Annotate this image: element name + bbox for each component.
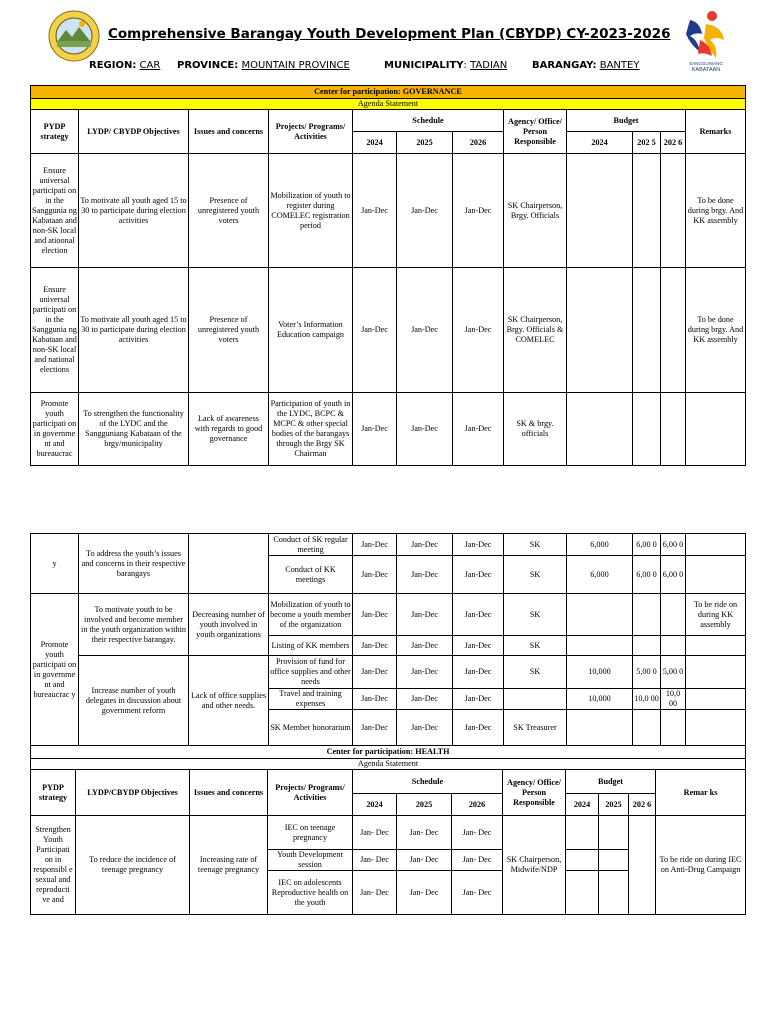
col-projects-header: Projects/ Programs/ Activities: [268, 770, 353, 816]
budget-2026-header: 202 6: [661, 132, 686, 154]
budget-cell: [633, 594, 661, 636]
schedule-cell: Jan- Dec: [353, 816, 397, 850]
schedule-cell: Jan-Dec: [353, 594, 397, 636]
remarks-cell: [686, 534, 746, 556]
center-health-label: Center for participation: HEALTH: [31, 746, 746, 759]
agenda-statement-label: Agenda Statement: [31, 99, 746, 110]
remarks-cell: To be done during brgy. And KK assembly: [686, 268, 746, 393]
agency-cell: SK & brgy. officials: [504, 393, 567, 466]
budget-cell: [629, 816, 656, 915]
remarks-cell: To be done during brgy. And KK assembly: [686, 154, 746, 268]
table-row: [31, 594, 746, 636]
project-cell: Voter’s Information Education campaign: [269, 268, 353, 393]
project-cell: Provision of fund for office supplies and other needs: [269, 656, 353, 689]
table-row: [31, 393, 746, 466]
budget-cell: [661, 268, 686, 393]
schedule-cell: Jan-Dec: [397, 534, 453, 556]
agency-cell: SK Chairperson, Brgy. Officials & COMELEC: [504, 268, 567, 393]
schedule-cell: Jan-Dec: [397, 710, 453, 746]
col-agency-header: Agency/ Office/ Person Responsible: [504, 110, 567, 154]
schedule-cell: Jan-Dec: [353, 656, 397, 689]
table-row: [31, 268, 746, 393]
table-row: [31, 534, 746, 556]
schedule-cell: Jan-Dec: [397, 393, 453, 466]
col-agency-header: Agency/ Office/ Person Responsible: [503, 770, 566, 816]
project-cell: IEC on teenage pregnancy: [268, 816, 353, 850]
col-remarks-header: Remar ks: [656, 770, 746, 816]
agency-cell: SK: [504, 594, 567, 636]
issues-cell: Decreasing number of youth involved in youth organizations: [189, 594, 269, 656]
project-cell: Participation of youth in the LYDC, BCPC & MCPC & other special bodies of the barangays through the Brgy SK Chairman: [269, 393, 353, 466]
schedule-cell: Jan-Dec: [397, 594, 453, 636]
agency-cell: SK: [504, 656, 567, 689]
budget-cell: [567, 393, 633, 466]
issues-cell: Lack of office supplies and other needs.: [189, 656, 269, 746]
schedule-cell: Jan-Dec: [397, 689, 453, 710]
col-pydp-header: PYDP strategy: [31, 110, 79, 154]
schedule-cell: Jan-Dec: [397, 556, 453, 594]
table-row: [31, 154, 746, 268]
col-budget-header: Budget: [566, 770, 656, 794]
remarks-cell: [686, 689, 746, 710]
schedule-cell: Jan-Dec: [353, 393, 397, 466]
schedule-2024-header: 2024: [353, 132, 397, 154]
schedule-cell: Jan-Dec: [453, 689, 504, 710]
lydp-cell: To reduce the incidence of teenage pregnancy: [76, 816, 190, 915]
col-lydp-header: LYDP/ CBYDP Objectives: [79, 110, 189, 154]
schedule-cell: Jan- Dec: [452, 871, 503, 915]
table-row: [31, 816, 746, 850]
project-cell: Youth Development session: [268, 850, 353, 871]
budget-cell: [567, 594, 633, 636]
project-cell: Conduct of SK regular meeting: [269, 534, 353, 556]
schedule-cell: Jan-Dec: [353, 534, 397, 556]
schedule-cell: Jan-Dec: [353, 268, 397, 393]
lydp-cell: To motivate all youth aged 15 to 30 to participate during election activities: [79, 268, 189, 393]
budget-cell: 10,000: [567, 656, 633, 689]
schedule-cell: Jan- Dec: [397, 871, 452, 915]
pydp-cell: Strengthen Youth Participati on in responsibl e sexual and reproducti ve and: [31, 816, 76, 915]
schedule-cell: Jan-Dec: [397, 268, 453, 393]
schedule-cell: Jan-Dec: [453, 556, 504, 594]
budget-cell: [566, 871, 599, 915]
project-cell: Mobilization of youth to become a youth member of the organization: [269, 594, 353, 636]
budget-cell: 6,00 0: [633, 534, 661, 556]
project-cell: Listing of KK members: [269, 636, 353, 656]
issues-cell: Presence of unregistered youth voters: [189, 154, 269, 268]
schedule-2026-header: 2026: [452, 794, 503, 816]
center-governance-label: Center for participation: GOVERNANCE: [31, 86, 746, 99]
sangguniang-kabataan-logo-icon: [682, 10, 730, 72]
schedule-2025-header: 2025: [397, 794, 452, 816]
col-schedule-header: Schedule: [353, 770, 503, 794]
page-title: Comprehensive Barangay Youth Development Plan (CBYDP) CY-2023-2026: [108, 26, 671, 42]
project-cell: Mobilization of youth to register during COMELEC registration period: [269, 154, 353, 268]
budget-cell: 6,00 0: [633, 556, 661, 594]
col-pydp-header: PYDP strategy: [31, 770, 76, 816]
budget-cell: 10,0 00: [661, 689, 686, 710]
lydp-cell: Increase number of youth delegates in discussion about government reform: [79, 656, 189, 746]
budget-2025-header: 2025: [599, 794, 629, 816]
project-cell: SK Member honorarium: [269, 710, 353, 746]
budget-cell: [633, 268, 661, 393]
budget-2024-header: 2024: [567, 132, 633, 154]
region-field: REGION: CAR: [89, 60, 161, 71]
budget-cell: [567, 710, 633, 746]
agency-cell: SK: [504, 534, 567, 556]
schedule-cell: Jan-Dec: [397, 656, 453, 689]
col-remarks-header: Remarks: [686, 110, 746, 154]
governance-table: [30, 85, 746, 466]
budget-cell: [567, 636, 633, 656]
barangay-field: BARANGAY: BANTEY: [532, 60, 640, 71]
schedule-cell: Jan-Dec: [353, 710, 397, 746]
pydp-cell: Promote youth participati on in governme nt and bureaucrac: [31, 393, 79, 466]
issues-cell: Presence of unregistered youth voters: [189, 268, 269, 393]
svg-text:SANGGUNIANG: SANGGUNIANG: [689, 61, 723, 66]
schedule-cell: Jan-Dec: [353, 556, 397, 594]
issues-cell: Increasing rate of teenage pregnancy: [190, 816, 268, 915]
budget-cell: [566, 816, 599, 850]
schedule-cell: Jan-Dec: [397, 636, 453, 656]
budget-cell: [566, 850, 599, 871]
remarks-cell: [686, 393, 746, 466]
budget-cell: [661, 636, 686, 656]
table-row: [31, 656, 746, 689]
budget-cell: [633, 710, 661, 746]
budget-cell: 6,000: [567, 534, 633, 556]
budget-cell: [567, 268, 633, 393]
schedule-cell: Jan-Dec: [353, 689, 397, 710]
col-issues-header: Issues and concerns: [190, 770, 268, 816]
schedule-cell: Jan- Dec: [353, 871, 397, 915]
lydp-cell: To strengthen the functionality of the LYDC and the Sangguniang Kabataan of the brgy/municipality: [79, 393, 189, 466]
agenda-statement-label: Agenda Statement: [31, 759, 746, 770]
schedule-cell: Jan-Dec: [453, 594, 504, 636]
remarks-cell: To be ride on during IEC on Anti-Drug Campaign: [656, 816, 746, 915]
budget-cell: 10,0 00: [633, 689, 661, 710]
health-table: [30, 745, 746, 915]
schedule-cell: Jan-Dec: [453, 534, 504, 556]
col-projects-header: Projects/ Programs/ Activities: [269, 110, 353, 154]
schedule-cell: Jan-Dec: [353, 154, 397, 268]
agency-cell: SK Chairperson, Brgy. Officials: [504, 154, 567, 268]
agency-cell: SK Treasurer: [504, 710, 567, 746]
schedule-cell: Jan-Dec: [353, 636, 397, 656]
schedule-cell: Jan- Dec: [397, 850, 452, 871]
remarks-cell: [686, 556, 746, 594]
budget-2026-header: 202 6: [629, 794, 656, 816]
col-budget-header: Budget: [567, 110, 686, 132]
remarks-cell: [686, 710, 746, 746]
barangay-seal-icon: [48, 10, 100, 62]
issues-cell: Lack of awareness with regards to good governance: [189, 393, 269, 466]
remarks-cell: To be ride on during KK assembly: [686, 594, 746, 636]
schedule-cell: Jan-Dec: [453, 268, 504, 393]
budget-cell: 10,000: [567, 689, 633, 710]
lydp-cell: To address the youth’s issues and concerns in their respective barangays: [79, 534, 189, 594]
svg-text:KABATAAN: KABATAAN: [691, 67, 721, 72]
province-field: PROVINCE: MOUNTAIN PROVINCE: [177, 60, 350, 71]
schedule-cell: Jan-Dec: [453, 393, 504, 466]
budget-cell: [661, 393, 686, 466]
pydp-cell: y: [31, 534, 79, 594]
project-cell: IEC on adolescents Reproductive health on the youth: [268, 871, 353, 915]
agency-cell: SK: [504, 556, 567, 594]
pydp-cell: Ensure universal participati on in the Sangguniа ng Kabataan and non-SK local and national elections: [31, 268, 79, 393]
governance-continuation-table: [30, 533, 746, 746]
schedule-cell: Jan-Dec: [453, 154, 504, 268]
lydp-cell: To motivate all youth aged 15 to 30 to participate during election activities: [79, 154, 189, 268]
schedule-cell: Jan-Dec: [397, 154, 453, 268]
schedule-2024-header: 2024: [353, 794, 397, 816]
schedule-cell: Jan-Dec: [453, 710, 504, 746]
col-lydp-header: LYDP/CBYDP Objectives: [76, 770, 190, 816]
municipality-field: MUNICIPALITY: TADIAN: [384, 60, 508, 71]
budget-cell: 6,00 0: [661, 556, 686, 594]
schedule-cell: Jan- Dec: [452, 816, 503, 850]
agency-cell: [504, 689, 567, 710]
lydp-cell: To motivate youth to be involved and become member in the youth organization within their respective barangay.: [79, 594, 189, 656]
schedule-cell: Jan- Dec: [353, 850, 397, 871]
budget-cell: [599, 850, 629, 871]
budget-cell: [661, 154, 686, 268]
project-cell: Travel and training expenses: [269, 689, 353, 710]
budget-cell: [661, 710, 686, 746]
schedule-2025-header: 2025: [397, 132, 453, 154]
budget-cell: [567, 154, 633, 268]
budget-cell: 6,000: [567, 556, 633, 594]
budget-cell: 5,00 0: [633, 656, 661, 689]
pydp-cell: Ensure universal participati on in the Sangguniа ng Kabataan and non-SK local and atioonal election: [31, 154, 79, 268]
col-issues-header: Issues and concerns: [189, 110, 269, 154]
budget-2025-header: 202 5: [633, 132, 661, 154]
budget-cell: [633, 154, 661, 268]
budget-cell: [599, 871, 629, 915]
project-cell: Conduct of KK meetings: [269, 556, 353, 594]
agency-cell: SK: [504, 636, 567, 656]
schedule-cell: Jan-Dec: [453, 636, 504, 656]
pydp-cell: Promote youth participati on in governme nt and bureaucrac y: [31, 594, 79, 746]
issues-cell: [189, 534, 269, 594]
schedule-2026-header: 2026: [453, 132, 504, 154]
agency-cell: SK Chairperson, Midwife/NDP: [503, 816, 566, 915]
budget-cell: 6,00 0: [661, 534, 686, 556]
schedule-cell: Jan- Dec: [397, 816, 452, 850]
budget-cell: [633, 636, 661, 656]
budget-cell: [599, 816, 629, 850]
budget-2024-header: 2024: [566, 794, 599, 816]
budget-cell: 5,00 0: [661, 656, 686, 689]
budget-cell: [633, 393, 661, 466]
schedule-cell: Jan- Dec: [452, 850, 503, 871]
schedule-cell: Jan-Dec: [453, 656, 504, 689]
remarks-cell: [686, 656, 746, 689]
col-schedule-header: Schedule: [353, 110, 504, 132]
budget-cell: [661, 594, 686, 636]
remarks-cell: [686, 636, 746, 656]
